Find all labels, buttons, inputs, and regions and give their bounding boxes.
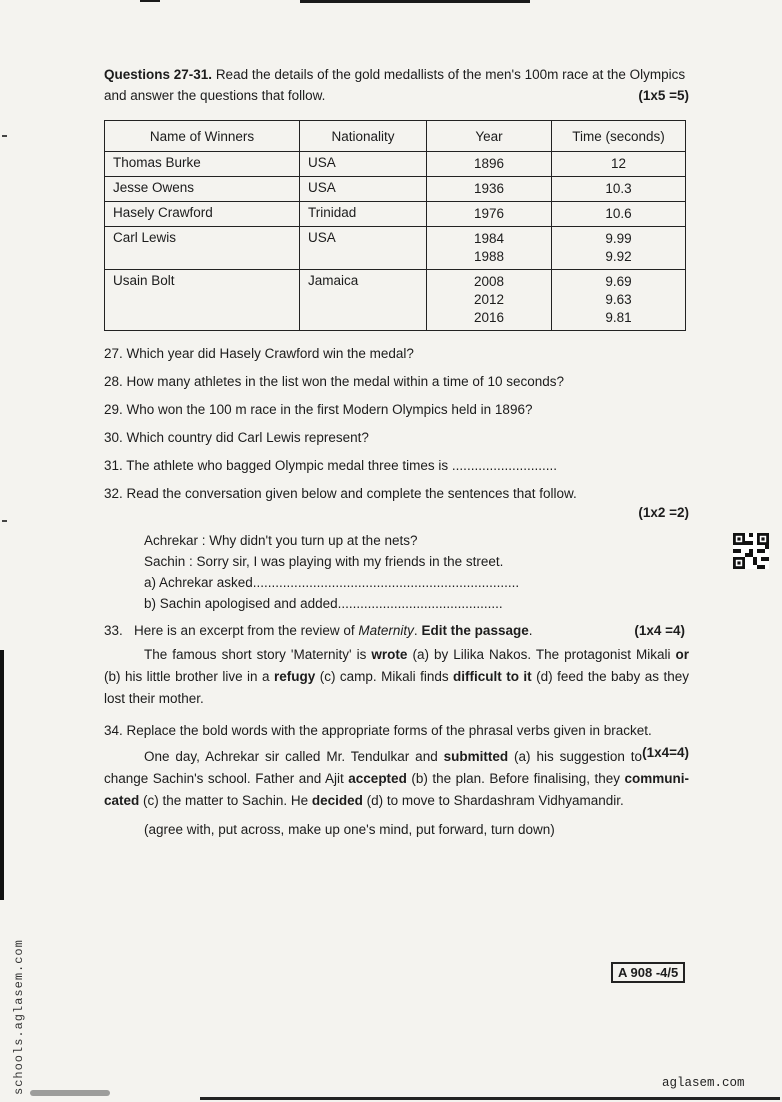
table-row bbox=[105, 270, 686, 331]
paper-code: A 908 -4/5 bbox=[611, 962, 685, 983]
question-33-marks: (1x4 =4) bbox=[634, 623, 685, 638]
winner-name: Jesse Owens bbox=[105, 177, 300, 202]
question-33-number: 33. bbox=[104, 623, 123, 638]
winner-nationality: USA bbox=[300, 177, 427, 202]
conversation bbox=[144, 530, 689, 614]
story-title: Maternity bbox=[358, 623, 414, 638]
footer-watermark: aglasem.com bbox=[662, 1076, 745, 1090]
scan-edge-mark bbox=[2, 520, 7, 522]
header-time: Time (seconds) bbox=[552, 121, 686, 152]
passage-text: The famous short story 'Maternity' is bbox=[144, 647, 372, 662]
question-33 bbox=[104, 622, 689, 640]
winner-time: 9.99 bbox=[605, 231, 632, 246]
winner-year: 1896 bbox=[473, 156, 505, 171]
winner-year: 1936 bbox=[473, 181, 505, 196]
question-33-end: . bbox=[528, 623, 533, 638]
passage-text: (c) camp. Mikali finds bbox=[315, 669, 454, 684]
question-27: 27. Which year did Hasely Crawford win the medal? bbox=[104, 346, 414, 361]
scan-edge-mark bbox=[2, 135, 7, 137]
passage-text: One day, Achrekar sir called Mr. Tendulkar and bbox=[144, 749, 444, 764]
winner-time: 10.6 bbox=[605, 206, 632, 221]
passage-text: (d) to move to Shardashram Vidhyamandir. bbox=[362, 793, 624, 808]
question-34-text: 34. Replace the bold words with the appropriate forms of the phrasal verbs given in bracket. bbox=[104, 723, 652, 738]
intro-label: Questions 27-31. bbox=[104, 67, 213, 82]
error-word: difficult to it bbox=[453, 669, 532, 684]
question-33-lead: Here is an excerpt from the review of bbox=[134, 623, 359, 638]
completion-b: b) Sachin apologised and added............................................ bbox=[144, 596, 503, 611]
bold-word: submitted bbox=[443, 749, 509, 764]
question-31: 31. The athlete who bagged Olympic medal three times is ............................ bbox=[104, 458, 557, 473]
table-row bbox=[105, 202, 686, 227]
bold-word: communi-cated bbox=[104, 771, 689, 808]
winner-nationality: Jamaica bbox=[300, 270, 427, 331]
table-row bbox=[105, 177, 686, 202]
winner-time: 9.81 bbox=[605, 310, 632, 325]
passage-text: (b) his little brother live in a bbox=[104, 669, 274, 684]
phrasal-verb-hint: (agree with, put across, make up one's mind, put forward, turn down) bbox=[144, 822, 555, 837]
passage-text: (b) the plan. Before finalising, they bbox=[406, 771, 625, 786]
scan-edge-mark bbox=[0, 650, 4, 900]
error-word: or bbox=[675, 647, 690, 662]
winner-time: 9.69 bbox=[605, 274, 632, 289]
intro-paragraph bbox=[104, 64, 689, 106]
winner-time: 9.92 bbox=[605, 249, 632, 264]
table-row bbox=[105, 152, 686, 177]
conversation-line: Sachin : Sorry sir, I was playing with my friends in the street. bbox=[144, 554, 504, 569]
intro-text: Read the details of the gold medallists of the men's 100m race at the Olympics and answer the questions that follow. bbox=[104, 67, 686, 103]
completion-a: a) Achrekar asked....................................................................... bbox=[144, 575, 520, 590]
question-32-marks: (1x2 =2) bbox=[638, 505, 689, 520]
edit-passage bbox=[104, 644, 689, 710]
intro-marks: (1x5 =5) bbox=[638, 88, 689, 103]
scan-edge-mark bbox=[200, 1097, 780, 1100]
winner-nationality: USA bbox=[300, 227, 427, 270]
winner-name: Thomas Burke bbox=[105, 152, 300, 177]
table-row bbox=[105, 227, 686, 270]
question-34-marks: (1x4=4) bbox=[642, 745, 689, 760]
table-header-row bbox=[105, 121, 686, 152]
question-30: 30. Which country did Carl Lewis represent? bbox=[104, 430, 369, 445]
question-content bbox=[104, 64, 689, 837]
error-word: wrote bbox=[371, 647, 408, 662]
passage-text: (c) the matter to Sachin. He bbox=[139, 793, 312, 808]
winner-time: 10.3 bbox=[605, 181, 632, 196]
conversation-line: Achrekar : Why didn't you turn up at the nets? bbox=[144, 533, 418, 548]
passage-text: (d) feed the baby as they lost their mother. bbox=[104, 669, 689, 706]
qr-code-icon bbox=[733, 533, 769, 569]
winner-name: Usain Bolt bbox=[105, 270, 300, 331]
error-word: refugy bbox=[273, 669, 316, 684]
winner-year: 1976 bbox=[473, 206, 505, 221]
winner-year: 2008 bbox=[473, 274, 505, 289]
scan-edge-mark bbox=[140, 0, 160, 2]
winner-time: 12 bbox=[610, 156, 627, 171]
phrasal-passage bbox=[104, 746, 689, 812]
side-watermark: schools.aglasem.com bbox=[12, 939, 26, 1095]
winner-year: 2016 bbox=[473, 310, 505, 325]
winner-year: 2012 bbox=[473, 292, 505, 307]
winner-year: 1988 bbox=[473, 249, 505, 264]
winner-name: Carl Lewis bbox=[105, 227, 300, 270]
scan-edge-mark bbox=[300, 0, 530, 3]
bold-word: decided bbox=[311, 793, 363, 808]
winner-nationality: Trinidad bbox=[300, 202, 427, 227]
winner-time: 9.63 bbox=[605, 292, 632, 307]
header-name: Name of Winners bbox=[105, 121, 300, 152]
header-year: Year bbox=[427, 121, 552, 152]
winner-year: 1984 bbox=[473, 231, 505, 246]
question-28: 28. How many athletes in the list won the medal within a time of 10 seconds? bbox=[104, 374, 564, 389]
question-33-task: Edit the passage bbox=[421, 623, 529, 638]
bold-word: accepted bbox=[348, 771, 407, 786]
winner-nationality: USA bbox=[300, 152, 427, 177]
passage-text: (a) his suggestion to change Sachin's school. Father and Ajit bbox=[104, 749, 643, 786]
passage-text: (a) by Lilika Nakos. The protagonist Mikali bbox=[407, 647, 676, 662]
question-29: 29. Who won the 100 m race in the first Modern Olympics held in 1896? bbox=[104, 402, 533, 417]
question-32: 32. Read the conversation given below and complete the sentences that follow. bbox=[104, 486, 577, 501]
scan-smudge bbox=[30, 1090, 110, 1096]
winner-name: Hasely Crawford bbox=[105, 202, 300, 227]
medallists-table bbox=[104, 120, 686, 331]
header-nationality: Nationality bbox=[300, 121, 427, 152]
question-33-separator: . bbox=[413, 623, 422, 638]
